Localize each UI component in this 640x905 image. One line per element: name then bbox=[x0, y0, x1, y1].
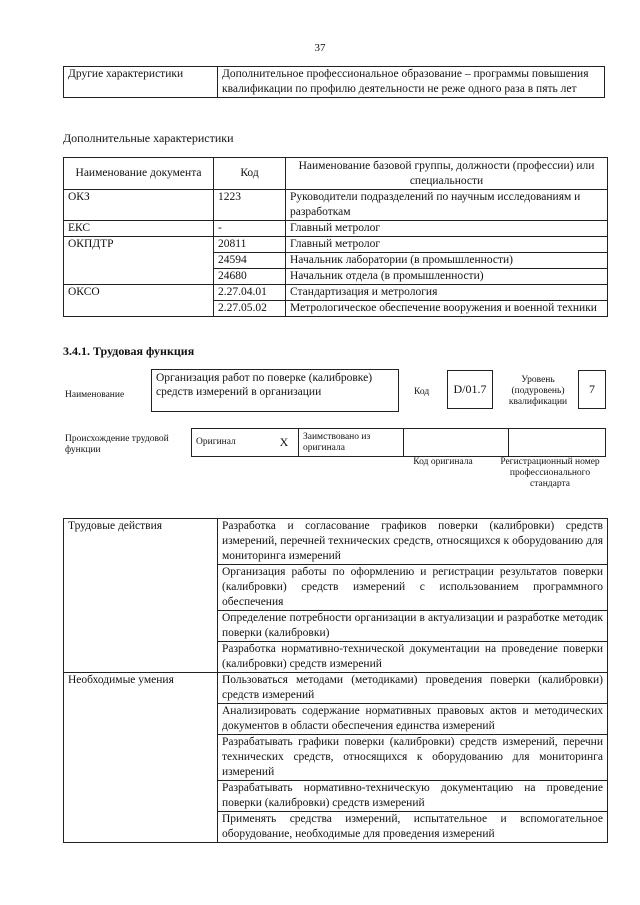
additional-characteristics-title: Дополнительные характеристики bbox=[63, 131, 234, 145]
row-doc: ОКЗ bbox=[64, 190, 214, 221]
table-row bbox=[64, 285, 608, 301]
row-doc: ЕКС bbox=[64, 221, 214, 237]
row-code: 24680 bbox=[214, 269, 286, 285]
other-characteristics-label: Другие характеристики bbox=[64, 67, 218, 98]
header-name: Наименование базовой группы, должности (профессии) или специальности bbox=[286, 158, 608, 190]
row-name: Стандартизация и метрология bbox=[286, 285, 608, 301]
action-item: Разработка нормативно-технической документации на проведение поверки (калибровки) средств измерений bbox=[218, 642, 608, 673]
other-characteristics-table bbox=[63, 66, 605, 98]
labor-function-heading: 3.4.1. Трудовая функция bbox=[63, 344, 195, 358]
skill-item: Применять средства измерений, испытательное и вспомогательное оборудование, необходимые для проведения измерений bbox=[218, 812, 608, 843]
other-characteristics-value: Дополнительное профессиональное образование – программы повышения квалификации по профилю деятельности не реже одного раза в пять лет bbox=[218, 67, 605, 98]
row-name: Главный метролог bbox=[286, 221, 608, 237]
skills-label: Необходимые умения bbox=[64, 673, 218, 843]
qualification-level-value: 7 bbox=[578, 370, 606, 409]
row-doc: ОКСО bbox=[64, 285, 214, 317]
function-code-label: Код bbox=[414, 387, 430, 397]
header-code: Код bbox=[214, 158, 286, 190]
additional-characteristics-table bbox=[63, 157, 608, 317]
table-row bbox=[64, 237, 608, 253]
qualification-level-label: Уровень (подуровень) квалификации bbox=[508, 375, 568, 407]
origin-label: Происхождение трудовой функции bbox=[65, 434, 169, 455]
action-item: Организация работы по оформлению и регистрации результатов поверки (калибровки) средств измерений с использованием программного обеспечения bbox=[218, 565, 608, 611]
skill-item: Разрабатывать нормативно-техническую документацию на проведение поверки (калибровки) средств измерений bbox=[218, 781, 608, 812]
function-code-value: D/01.7 bbox=[447, 370, 493, 409]
labor-function-details-table bbox=[63, 518, 608, 843]
original-mark: X bbox=[270, 429, 299, 457]
row-name: Главный метролог bbox=[286, 237, 608, 253]
header-document: Наименование документа bbox=[64, 158, 214, 190]
row-code: 2.27.05.02 bbox=[214, 301, 286, 317]
row-name: Начальник лаборатории (в промышленности) bbox=[286, 253, 608, 269]
table-row bbox=[64, 673, 608, 704]
table-row bbox=[64, 221, 608, 237]
function-name-label: Наименование bbox=[65, 390, 125, 400]
original-code-caption: Код оригинала bbox=[413, 457, 473, 467]
skill-item: Пользоваться методами (методиками) проведения поверки (калибровки) средств измерений bbox=[218, 673, 608, 704]
action-item: Разработка и согласование графиков поверки (калибровки) средств измерений, перечней технических средств, относящихся к оборудованию для мониторинга измерений bbox=[218, 519, 608, 565]
row-code: - bbox=[214, 221, 286, 237]
origin-table bbox=[191, 428, 606, 457]
original-label: Оригинал bbox=[192, 429, 271, 457]
row-name: Начальник отдела (в промышленности) bbox=[286, 269, 608, 285]
skill-item: Анализировать содержание нормативных правовых актов и методических документов в области обеспечения единства измерений bbox=[218, 704, 608, 735]
borrowed-label: Заимствовано из оригинала bbox=[299, 429, 404, 457]
row-code: 24594 bbox=[214, 253, 286, 269]
table-row bbox=[64, 519, 608, 565]
row-name: Метрологическое обеспечение вооружения и военной техники bbox=[286, 301, 608, 317]
row-code: 1223 bbox=[214, 190, 286, 221]
original-code-cell bbox=[404, 429, 509, 457]
skill-item: Разрабатывать графики поверки (калибровки) средств измерений, перечни технических средств, относящихся к оборудованию для мониторинга измерений bbox=[218, 735, 608, 781]
row-doc: ОКПДТР bbox=[64, 237, 214, 285]
row-code: 2.27.04.01 bbox=[214, 285, 286, 301]
reg-number-caption: Регистрационный номер профессионального стандарта bbox=[500, 457, 600, 489]
reg-number-cell bbox=[509, 429, 606, 457]
actions-label: Трудовые действия bbox=[64, 519, 218, 673]
table-row bbox=[64, 190, 608, 221]
action-item: Определение потребности организации в актуализации и разработке методик поверки (калибровки) bbox=[218, 611, 608, 642]
table-header-row bbox=[64, 158, 608, 190]
function-name-value: Организация работ по поверке (калибровке) средств измерений в организации bbox=[151, 369, 399, 412]
row-code: 20811 bbox=[214, 237, 286, 253]
page-number: 37 bbox=[314, 42, 326, 54]
row-name: Руководители подразделений по научным исследованиям и разработкам bbox=[286, 190, 608, 221]
